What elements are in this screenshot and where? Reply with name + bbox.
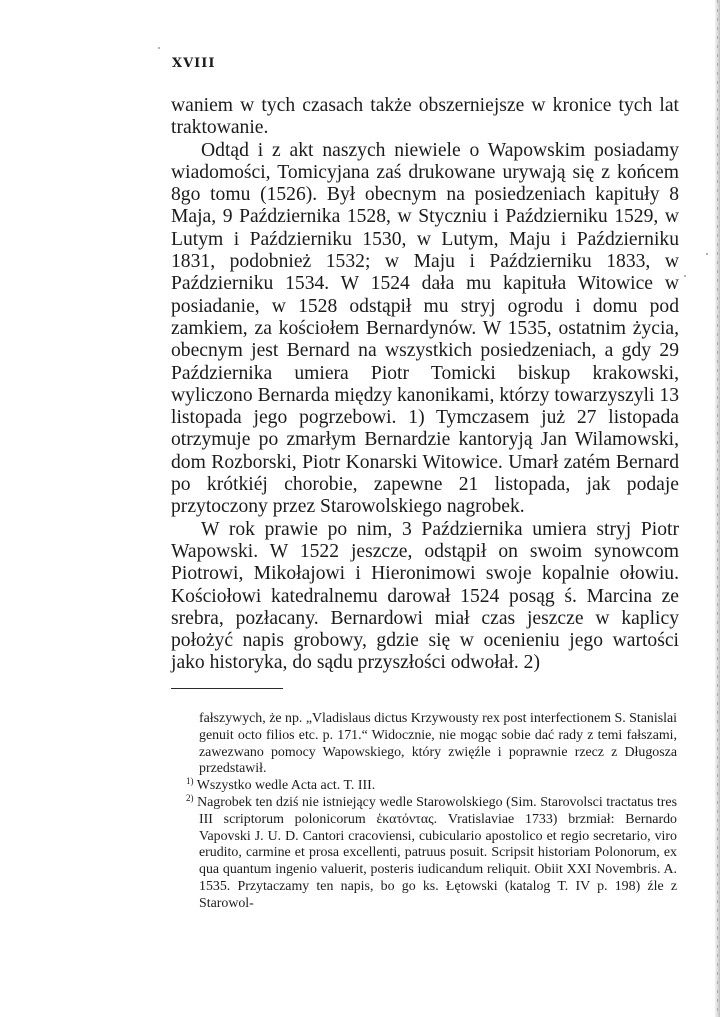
paragraph-uncle-death-text: W rok prawie po nim, 3 Października umiera stryj Piotr Wapowski. W 1522 jeszcze, odstąpił on swoim synowcom Piotrowi, Mikołajowi i Hieronimowi swoje kopalnie ołowiu. Kościołowi katedralnemu darował 1524 posąg ś. Marcina ze srebra, pozłacany. Bernardowi miał czas jeszcze w kaplicy położyć napis grobowy, gdzie się w ocenieniu jego wartości jako historyka, do sądu przyszłości odwołał. (171, 518, 679, 674)
footnote-2 (186, 792, 677, 913)
page-edge-shadow (715, 0, 720, 1017)
footnote-reference-1: 1) (408, 407, 425, 429)
footnote-1-marker: 1) (186, 776, 194, 787)
footnote-separator-rule (171, 688, 283, 689)
footnote-1-text: Wszystko wedle Acta act. T. III. (196, 778, 376, 794)
footnotes (186, 711, 677, 913)
main-text (171, 95, 679, 675)
paper-speck (158, 47, 160, 49)
paper-speck (706, 253, 708, 255)
footnote-continuation: fałszywych, że np. „Vladislaus dictus Krzywousty rex post interfectionem S. Stanislai genuit octo filios etc. p. 171.“ Widocznie, nie mogąc sobie dać rady z temi fałszami, zawezwano pomocy Wapowskiego, który zwięźle i poprawnie rzecz z Długosza przedstawił. (199, 711, 677, 777)
footnote-2-text: Nagrobek ten dziś nie istniejący wedle Starowolskiego (Sim. Starovolsci tractatus tres III scriptorum polonicorum ἑκατόντας. Vratislaviae 1733) brzmiał: Bernardo Vapovski J. U. D. Cantori cracoviensi, cubiculario apostolico et regio secretario, viro erudito, carmine et prosa excellenti, patruus posuit. Scripsit historiam Polonorum, ex qua quantum ingenio valuerit, posteris iudicandum reliquit. Obiit XXI Novembris. A. 1535. Przytaczamy ten napis, bo go ks. Łętowski (katalog T. IV p. 198) źle z Starowol- (197, 794, 677, 911)
footnote-reference-2: 2) (523, 652, 540, 674)
paragraph-records-text: Odtąd i z akt naszych niewiele o Wapowskim posiadamy wiadomości, Tomicyjana zaś drukowane urywają się z końcem 8go tomu (1526). Był obecnym na posiedzeniach kapituły 8 Maja, 9 Października 1528, w Styczniu i Październiku 1529, w Lutym i Październiku 1530, w Lutym, Maju i Październiku 1831, podobnież 1532; w Maju i Październiku 1833, w Październiku 1534. W 1524 dała mu kapituła Witowice w posiadanie, w 1528 odstąpił mu stryj ogrodu i domu pod zamkiem, za kościołem Bernardynów. W 1535, ostatnim życia, obecnym jest Bernard na wszystkich posiedzeniach, a gdy 29 Października umiera Piotr Tomicki biskup krakowski, wyliczono Bernarda między kanonikami, którzy towarzyszyli 13 listopada jego pogrzebowi. (171, 139, 679, 429)
paragraph-records-tail: Tymczasem już 27 listopada otrzymuje po zmarłym Bernardzie kantoryją Jan Wilamowski, dom Rozborski, Piotr Konarski Witowice. Umarł zatém Bernard po krótkiéj chorobie, zapewne 21 listopada, jak podaje przytoczony przez Starowolskiego nagrobek. (171, 407, 679, 518)
paragraph-continuation: waniem w tych czasach także obszerniejsze w kronice tych lat traktowanie. (171, 95, 679, 139)
footnote-2-marker: 2) (186, 792, 194, 803)
paragraph-records (171, 140, 679, 519)
footnote-1 (186, 778, 677, 795)
paper-speck (684, 275, 686, 277)
paragraph-uncle-death (171, 519, 679, 675)
running-head-page-number: XVIII (172, 56, 216, 71)
